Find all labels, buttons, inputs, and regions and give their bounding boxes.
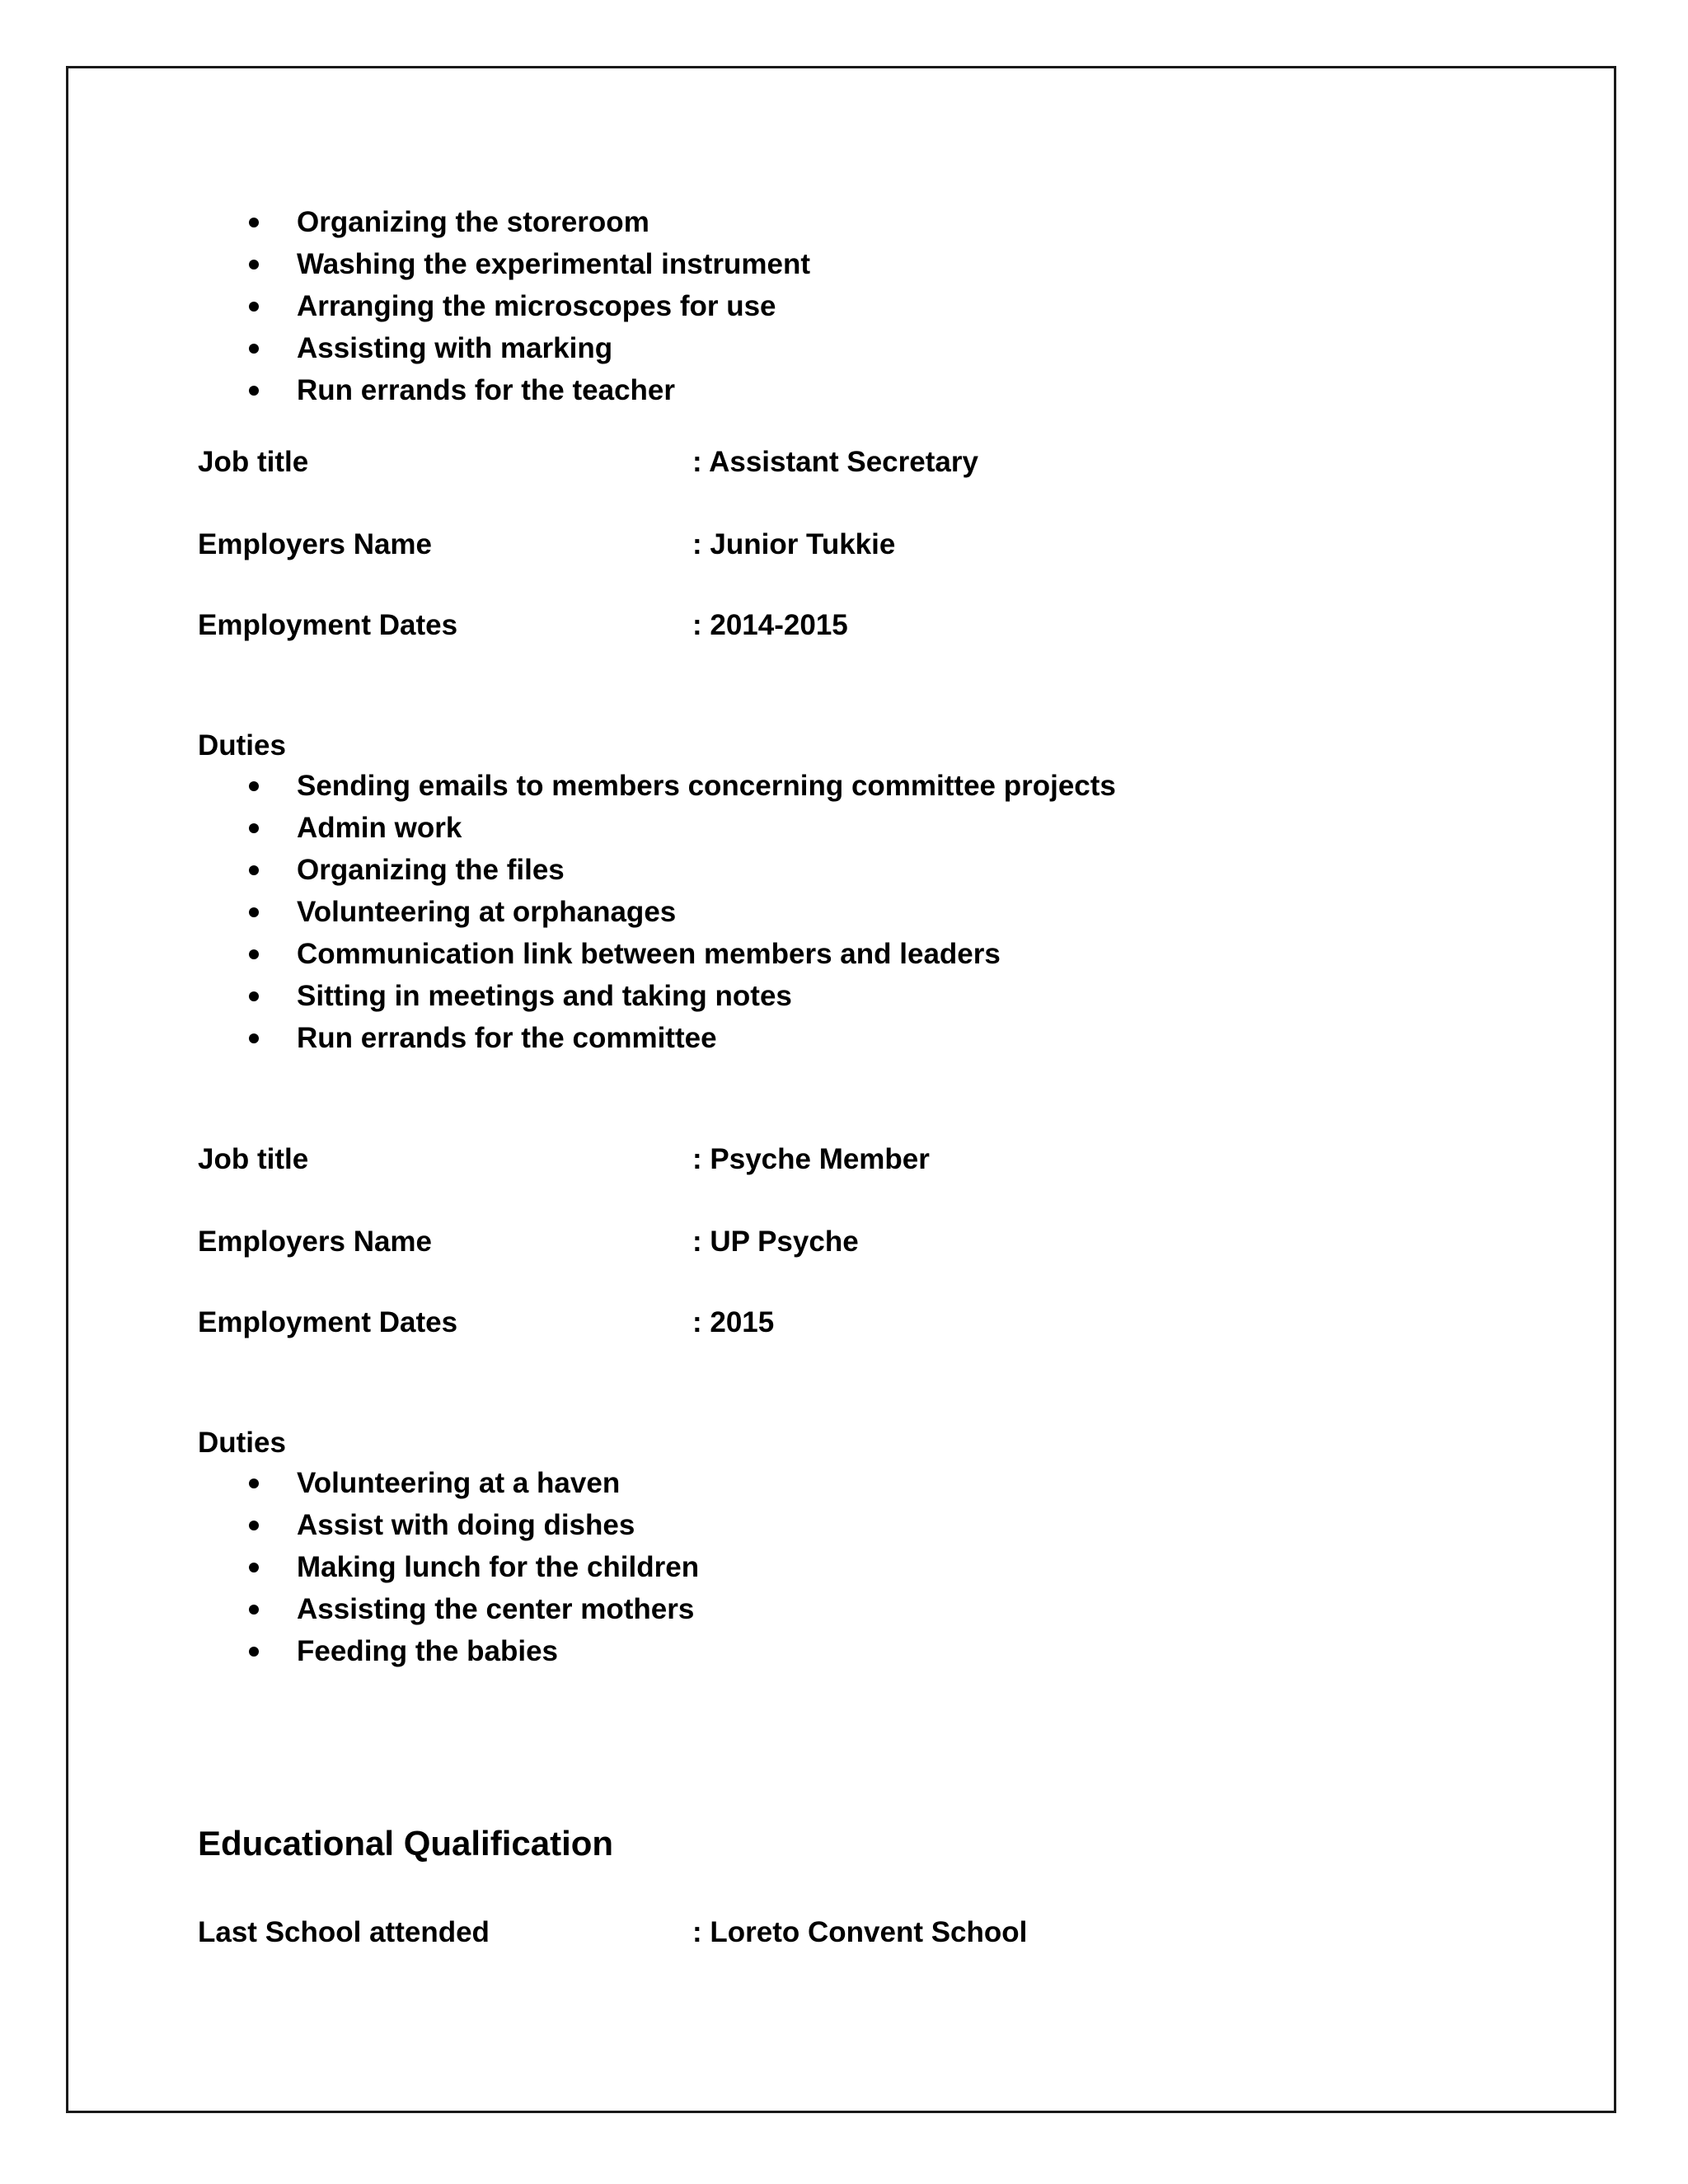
duty-text: Run errands for the committee [297,1022,717,1054]
bullet-icon [249,1647,259,1657]
duty-text: Arranging the microscopes for use [297,290,776,322]
employer-row [198,527,1558,563]
duty-text: Organizing the files [297,854,565,886]
dates-value: : 2014-2015 [692,609,848,641]
duty-text: Assist with doing dishes [297,1509,635,1541]
job-title-value: : Psyche Member [692,1143,930,1175]
duty-text: Making lunch for the children [297,1551,700,1583]
bullet-icon [249,823,259,833]
duty-text: Admin work [297,812,462,844]
employer-row [198,1224,1558,1260]
job-title-value: : Assistant Secretary [692,446,978,478]
duties-heading: Duties [198,729,286,762]
list-item [198,243,1558,285]
list-item [198,327,1558,369]
list-item [198,765,1558,807]
duties-list [198,765,1558,1059]
bullet-icon [249,865,259,875]
list-item [198,285,1558,327]
employer-label: Employers Name [198,1226,433,1258]
list-item [198,1588,1558,1630]
duty-text: Volunteering at orphanages [297,896,677,928]
employer-label: Employers Name [198,528,433,560]
bullet-icon [249,907,259,917]
bullet-icon [249,1033,259,1043]
last-school-row [198,1915,1558,1951]
duty-text: Washing the experimental instrument [297,248,810,280]
employer-value: : UP Psyche [692,1226,859,1258]
bullet-icon [249,344,259,354]
job-entry-assistant-secretary [198,444,1558,1059]
duty-text: Feeding the babies [297,1635,558,1667]
bullet-icon [249,386,259,396]
duty-text: Organizing the storeroom [297,206,649,238]
bullet-icon [249,991,259,1001]
last-school-value: : Loreto Convent School [692,1916,1028,1948]
duties-heading: Duties [198,1427,286,1459]
duty-text: Sitting in meetings and taking notes [297,980,792,1012]
dates-row [198,607,1558,644]
list-item [198,975,1558,1017]
list-item [198,369,1558,411]
list-item [198,1504,1558,1546]
dates-label: Employment Dates [198,1306,458,1338]
dates-label: Employment Dates [198,609,458,641]
bullet-icon [249,1605,259,1615]
bullet-icon [249,1479,259,1488]
duty-text: Assisting the center mothers [297,1593,695,1625]
job-title-label: Job title [198,446,309,478]
bullet-icon [249,1563,259,1572]
list-item [198,201,1558,243]
duties-list [198,1462,1558,1672]
duty-text: Volunteering at a haven [297,1467,621,1499]
employer-value: : Junior Tukkie [692,528,896,560]
section-title: Educational Qualification [198,1824,614,1863]
dates-value: : 2015 [692,1306,775,1338]
duty-text: Sending emails to members concerning committee projects [297,770,1116,802]
education-section [198,1819,1558,1951]
last-school-label: Last School attended [198,1916,490,1948]
list-item [198,1546,1558,1588]
list-item [198,1017,1558,1059]
resume-content [198,198,1558,1951]
bullet-icon [249,781,259,791]
list-item [198,891,1558,933]
bullet-icon [249,218,259,227]
job-title-row [198,444,1558,480]
duty-text: Assisting with marking [297,332,613,364]
bullet-icon [249,260,259,269]
bullet-icon [249,949,259,959]
list-item [198,807,1558,849]
duty-text: Communication link between members and leaders [297,938,1001,970]
job-title-label: Job title [198,1143,309,1175]
list-item [198,1630,1558,1672]
bullet-icon [249,302,259,312]
top-duties-list [198,201,1558,411]
list-item [198,1462,1558,1504]
job-entry-psyche-member [198,1141,1558,1672]
job-title-row [198,1141,1558,1178]
list-item [198,933,1558,975]
duty-text: Run errands for the teacher [297,374,675,406]
list-item [198,849,1558,891]
dates-row [198,1305,1558,1341]
bullet-icon [249,1521,259,1530]
